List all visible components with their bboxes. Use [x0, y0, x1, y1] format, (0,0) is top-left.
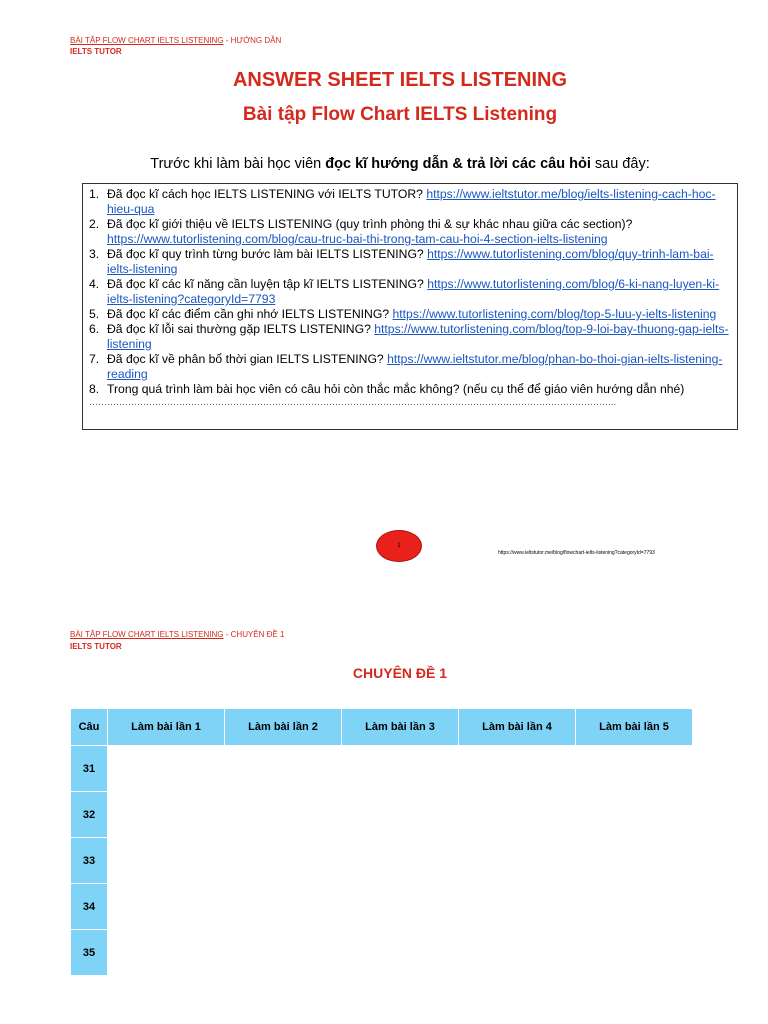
table-row — [71, 884, 693, 930]
header-attempt-3: Làm bài lần 3 — [342, 709, 459, 746]
header-link[interactable]: BÀI TẬP FLOW CHART IELTS LISTENING — [70, 36, 224, 45]
answer-cell[interactable] — [225, 838, 342, 884]
item-text-wrap — [107, 277, 733, 307]
intro-bold: đọc kĩ hướng dẫn & trả lời các câu hỏi — [325, 156, 591, 172]
checklist-item — [89, 322, 733, 352]
answer-cell[interactable] — [342, 838, 459, 884]
answer-cell[interactable] — [576, 930, 693, 976]
item-number: 8. — [89, 382, 100, 396]
answer-cell[interactable] — [108, 792, 225, 838]
header-link-2[interactable]: BÀI TẬP FLOW CHART IELTS LISTENING — [70, 630, 224, 639]
question-number: 35 — [71, 930, 108, 976]
table-row — [71, 746, 693, 792]
item-text-wrap — [107, 352, 733, 382]
header-attempt-5: Làm bài lần 5 — [576, 709, 693, 746]
item-number: 7. — [89, 352, 100, 366]
page-title: ANSWER SHEET IELTS LISTENING — [232, 69, 568, 91]
intro-after: sau đây: — [590, 156, 650, 172]
page-subtitle: Bài tập Flow Chart IELTS Listening — [242, 104, 558, 125]
header-suffix: - HƯỚNG DẪN — [223, 36, 282, 45]
item-text-wrap — [107, 322, 733, 352]
item-number: 1. — [89, 187, 100, 201]
answer-cell[interactable] — [576, 792, 693, 838]
item-link[interactable]: https://www.tutorlistening.com/blog/quy-trinh-lam-bai-ielts-listening — [107, 247, 714, 276]
answer-cell[interactable] — [108, 930, 225, 976]
answer-cell[interactable] — [459, 746, 576, 792]
header-attempt-4: Làm bài lần 4 — [459, 709, 576, 746]
page-number-badge — [376, 530, 422, 562]
header-brand-2: IELTS TUTOR — [70, 642, 122, 651]
answer-dots: ………………………………………………………………………………………………………………………………………………………….. — [89, 397, 617, 407]
answer-cell[interactable] — [342, 746, 459, 792]
item-question: Đã đọc kĩ lỗi sai thường gặp IELTS LISTENING? — [107, 322, 375, 336]
answer-cell[interactable] — [108, 884, 225, 930]
item-number: 6. — [89, 322, 100, 336]
header-attempt-2: Làm bài lần 2 — [225, 709, 342, 746]
section-title: CHUYÊN ĐỀ 1 — [352, 665, 448, 681]
answer-cell[interactable] — [342, 792, 459, 838]
question-number: 32 — [71, 792, 108, 838]
item-text-wrap — [107, 217, 733, 247]
checklist-item — [89, 217, 733, 247]
answer-cell[interactable] — [576, 884, 693, 930]
item-link[interactable]: https://www.tutorlistening.com/blog/6-ki-nang-luyen-ki-ielts-listening?categoryId=7793 — [107, 277, 720, 306]
checklist-box — [82, 183, 738, 430]
answer-table — [70, 708, 693, 976]
table-row — [71, 838, 693, 884]
question-number: 33 — [71, 838, 108, 884]
answer-cell[interactable] — [576, 838, 693, 884]
item-question: Đã đọc kĩ quy trình từng bước làm bài IELTS LISTENING? — [107, 247, 428, 261]
intro-text — [0, 156, 768, 172]
answer-cell[interactable] — [108, 838, 225, 884]
answer-cell[interactable] — [576, 746, 693, 792]
item-text-wrap — [107, 187, 733, 217]
answer-cell[interactable] — [459, 884, 576, 930]
answer-cell[interactable] — [108, 746, 225, 792]
intro-before: Trước khi làm bài học viên — [150, 156, 326, 172]
checklist-item — [89, 352, 733, 382]
header-brand: IELTS TUTOR — [70, 47, 122, 56]
header-attempt-1: Làm bài lần 1 — [108, 709, 225, 746]
item-question: Trong quá trình làm bài học viên có câu hỏi còn thắc mắc không? (nếu cụ thể để giáo viên hướng dẫn nhé) — [107, 382, 685, 396]
table-header-row — [71, 709, 693, 746]
item-link[interactable]: https://www.tutorlistening.com/blog/top-9-loi-bay-thuong-gap-ielts-listening — [107, 322, 729, 351]
item-text-wrap — [107, 247, 733, 277]
answer-cell[interactable] — [459, 930, 576, 976]
answer-cell[interactable] — [225, 746, 342, 792]
page-header — [70, 36, 281, 46]
item-text-wrap — [107, 382, 733, 397]
item-number: 5. — [89, 307, 100, 321]
answer-cell[interactable] — [225, 930, 342, 976]
item-link[interactable]: https://www.ieltstutor.me/blog/phan-bo-thoi-gian-ielts-listening-reading — [107, 352, 723, 381]
checklist-item — [89, 247, 733, 277]
checklist-item — [89, 187, 733, 217]
item-question: Đã đọc kĩ về phân bổ thời gian IELTS LISTENING? — [107, 352, 388, 366]
item-question: Đã đọc kĩ các điểm cần ghi nhớ IELTS LISTENING? — [107, 307, 393, 321]
item-text-wrap — [107, 307, 733, 322]
item-question: Đã đọc kĩ cách học IELTS LISTENING với IELTS TUTOR? — [107, 187, 427, 201]
item-link[interactable]: https://www.ieltstutor.me/blog/ielts-listening-cach-hoc-hieu-qua — [107, 187, 716, 216]
question-number: 34 — [71, 884, 108, 930]
header-suffix-2: - CHUYÊN ĐỀ 1 — [223, 630, 285, 639]
header-cau: Câu — [71, 709, 108, 746]
answer-cell[interactable] — [459, 792, 576, 838]
checklist-item — [89, 277, 733, 307]
checklist-item — [89, 307, 733, 322]
answer-cell[interactable] — [342, 884, 459, 930]
table-row — [71, 930, 693, 976]
item-link[interactable]: https://www.tutorlistening.com/blog/cau-truc-bai-thi-trong-tam-cau-hoi-4-section-ielts-listening — [107, 232, 608, 246]
answer-cell[interactable] — [225, 884, 342, 930]
checklist-item — [89, 382, 733, 397]
item-number: 3. — [89, 247, 100, 261]
answer-cell[interactable] — [459, 838, 576, 884]
item-question: Đã đọc kĩ các kĩ năng cần luyện tập kĩ IELTS LISTENING? — [107, 277, 428, 291]
footer-url[interactable]: https://www.ieltstutor.me/blog/flowchart-ielts-listening?categoryId=7793 — [498, 550, 655, 556]
page-header-2 — [70, 630, 284, 640]
item-question: Đã đọc kĩ giới thiệu về IELTS LISTENING (quy trình phòng thi & sự khác nhau giữa các section)? — [107, 217, 633, 231]
table-row — [71, 792, 693, 838]
item-number: 4. — [89, 277, 100, 291]
item-link[interactable]: https://www.tutorlistening.com/blog/top-5-luu-y-ielts-listening — [392, 307, 717, 321]
page-number: 1 — [397, 543, 401, 549]
table-body — [71, 746, 693, 976]
question-number: 31 — [71, 746, 108, 792]
answer-cell[interactable] — [342, 930, 459, 976]
checklist — [89, 187, 733, 397]
item-number: 2. — [89, 217, 100, 231]
answer-cell[interactable] — [225, 792, 342, 838]
